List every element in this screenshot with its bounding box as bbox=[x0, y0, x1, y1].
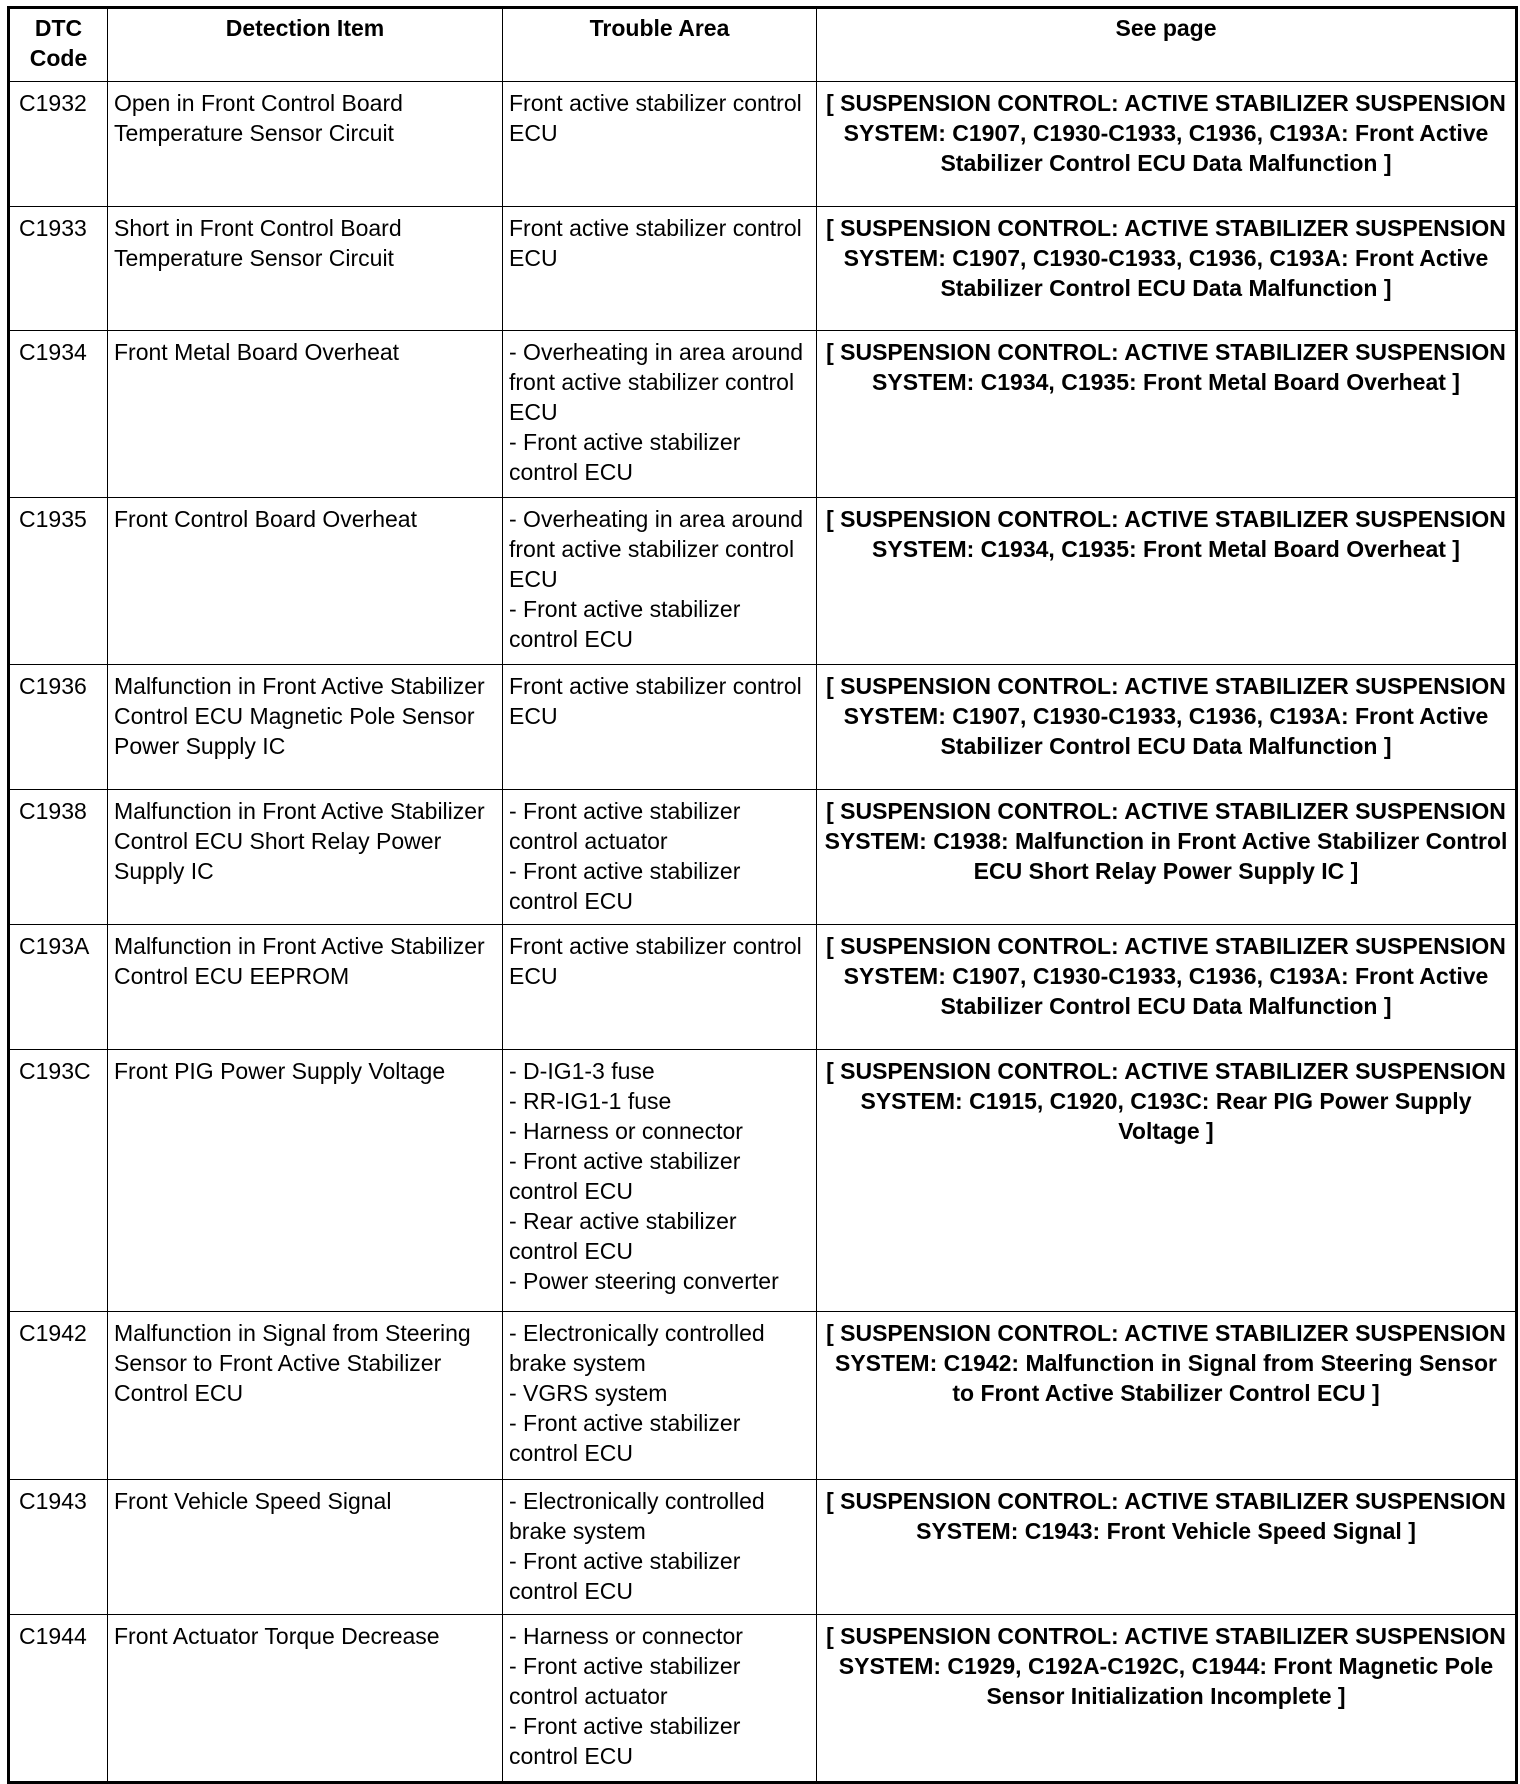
dtc-code-cell: C193A bbox=[9, 924, 108, 1049]
see-page-link[interactable]: [ SUSPENSION CONTROL: ACTIVE STABILIZER SUSPENSION SYSTEM: C1907, C1930-C1933, C1936, C193A: Front Active Stabilizer Control ECU Data Malfunction ] bbox=[817, 206, 1517, 331]
table-row bbox=[9, 206, 1517, 331]
trouble-area-item: - Harness or connector bbox=[509, 1117, 743, 1144]
dtc-code-cell: C1938 bbox=[9, 789, 108, 924]
trouble-area-item: - Front active stabilizer control ECU bbox=[509, 1547, 741, 1604]
see-page-link[interactable]: [ SUSPENSION CONTROL: ACTIVE STABILIZER SUSPENSION SYSTEM: C1907, C1930-C1933, C1936, C193A: Front Active Stabilizer Control ECU Data Malfunction ] bbox=[817, 665, 1517, 790]
trouble-area-cell bbox=[503, 924, 817, 1049]
trouble-area-item: - Front active stabilizer control ECU bbox=[509, 429, 741, 486]
header-detection-item: Detection Item bbox=[108, 8, 503, 82]
trouble-area-cell bbox=[503, 498, 817, 665]
detection-item-cell: Short in Front Control Board Temperature Sensor Circuit bbox=[108, 206, 503, 331]
detection-item-cell: Malfunction in Front Active Stabilizer Control ECU Magnetic Pole Sensor Power Supply IC bbox=[108, 665, 503, 790]
trouble-area-item: - Electronically controlled brake system bbox=[509, 1487, 765, 1544]
trouble-area-item: - Front active stabilizer control ECU bbox=[509, 596, 741, 653]
dtc-table-container bbox=[7, 6, 1515, 1784]
trouble-area-item: - VGRS system bbox=[509, 1380, 668, 1407]
trouble-area-cell bbox=[503, 331, 817, 498]
see-page-link[interactable]: [ SUSPENSION CONTROL: ACTIVE STABILIZER SUSPENSION SYSTEM: C1915, C1920, C193C: Rear PIG Power Supply Voltage ] bbox=[817, 1049, 1517, 1312]
trouble-area-cell bbox=[503, 1049, 817, 1312]
table-row bbox=[9, 1479, 1517, 1614]
table-row bbox=[9, 1049, 1517, 1312]
see-page-link[interactable]: [ SUSPENSION CONTROL: ACTIVE STABILIZER SUSPENSION SYSTEM: C1942: Malfunction in Signal from Steering Sensor to Front Active Stabilizer Control ECU ] bbox=[817, 1312, 1517, 1479]
header-trouble-area: Trouble Area bbox=[503, 8, 817, 82]
see-page-link[interactable]: [ SUSPENSION CONTROL: ACTIVE STABILIZER SUSPENSION SYSTEM: C1907, C1930-C1933, C1936, C193A: Front Active Stabilizer Control ECU Data Malfunction ] bbox=[817, 82, 1517, 207]
trouble-area-item: - Overheating in area around front active stabilizer control ECU bbox=[509, 339, 804, 426]
table-row bbox=[9, 498, 1517, 665]
see-page-link[interactable]: [ SUSPENSION CONTROL: ACTIVE STABILIZER SUSPENSION SYSTEM: C1938: Malfunction in Front Active Stabilizer Control ECU Short Relay Power Supply IC ] bbox=[817, 789, 1517, 924]
trouble-area-item: - Electronically controlled brake system bbox=[509, 1320, 765, 1377]
see-page-link[interactable]: [ SUSPENSION CONTROL: ACTIVE STABILIZER SUSPENSION SYSTEM: C1943: Front Vehicle Speed Signal ] bbox=[817, 1479, 1517, 1614]
trouble-area-cell bbox=[503, 82, 817, 207]
trouble-area-item: - Harness or connector bbox=[509, 1622, 743, 1649]
detection-item-cell: Front Actuator Torque Decrease bbox=[108, 1614, 503, 1782]
trouble-area-item: - Power steering converter bbox=[509, 1267, 779, 1294]
trouble-area-cell bbox=[503, 1312, 817, 1479]
trouble-area-cell bbox=[503, 1614, 817, 1782]
trouble-area-item: - Front active stabilizer control ECU bbox=[509, 1147, 741, 1204]
header-see-page: See page bbox=[817, 8, 1517, 82]
trouble-area-item: - Front active stabilizer control ECU bbox=[509, 1712, 741, 1769]
table-header-row bbox=[9, 8, 1517, 82]
trouble-area-cell bbox=[503, 665, 817, 790]
see-page-link[interactable]: [ SUSPENSION CONTROL: ACTIVE STABILIZER SUSPENSION SYSTEM: C1929, C192A-C192C, C1944: Front Magnetic Pole Sensor Initialization Incomplete ] bbox=[817, 1614, 1517, 1782]
dtc-code-cell: C1934 bbox=[9, 331, 108, 498]
table-row bbox=[9, 789, 1517, 924]
table-row bbox=[9, 82, 1517, 207]
trouble-area-item: - Rear active stabilizer control ECU bbox=[509, 1207, 737, 1264]
trouble-area-cell bbox=[503, 206, 817, 331]
trouble-area-item: - Front active stabilizer control ECU bbox=[509, 1410, 741, 1467]
detection-item-cell: Open in Front Control Board Temperature Sensor Circuit bbox=[108, 82, 503, 207]
trouble-area-item: - Overheating in area around front active stabilizer control ECU bbox=[509, 506, 804, 593]
dtc-code-cell: C1933 bbox=[9, 206, 108, 331]
see-page-link[interactable]: [ SUSPENSION CONTROL: ACTIVE STABILIZER SUSPENSION SYSTEM: C1907, C1930-C1933, C1936, C193A: Front Active Stabilizer Control ECU Data Malfunction ] bbox=[817, 924, 1517, 1049]
dtc-code-cell: C1943 bbox=[9, 1479, 108, 1614]
detection-item-cell: Front Metal Board Overheat bbox=[108, 331, 503, 498]
table-row bbox=[9, 1312, 1517, 1479]
trouble-area-item: Front active stabilizer control ECU bbox=[509, 673, 802, 730]
trouble-area-item: - RR-IG1-1 fuse bbox=[509, 1087, 672, 1114]
detection-item-cell: Malfunction in Front Active Stabilizer Control ECU Short Relay Power Supply IC bbox=[108, 789, 503, 924]
table-body bbox=[9, 82, 1517, 1783]
trouble-area-cell bbox=[503, 1479, 817, 1614]
see-page-link[interactable]: [ SUSPENSION CONTROL: ACTIVE STABILIZER SUSPENSION SYSTEM: C1934, C1935: Front Metal Board Overheat ] bbox=[817, 498, 1517, 665]
table-row bbox=[9, 331, 1517, 498]
dtc-code-cell: C1932 bbox=[9, 82, 108, 207]
detection-item-cell: Malfunction in Front Active Stabilizer Control ECU EEPROM bbox=[108, 924, 503, 1049]
trouble-area-cell bbox=[503, 789, 817, 924]
dtc-code-cell: C1944 bbox=[9, 1614, 108, 1782]
see-page-link[interactable]: [ SUSPENSION CONTROL: ACTIVE STABILIZER SUSPENSION SYSTEM: C1934, C1935: Front Metal Board Overheat ] bbox=[817, 331, 1517, 498]
trouble-area-item: - D-IG1-3 fuse bbox=[509, 1057, 655, 1084]
table-row bbox=[9, 924, 1517, 1049]
trouble-area-item: - Front active stabilizer control actuator bbox=[509, 797, 741, 854]
dtc-code-cell: C1936 bbox=[9, 665, 108, 790]
trouble-area-item: - Front active stabilizer control actuator bbox=[509, 1652, 741, 1709]
detection-item-cell: Front Control Board Overheat bbox=[108, 498, 503, 665]
header-dtc-code: DTC Code bbox=[9, 8, 108, 82]
trouble-area-item: Front active stabilizer control ECU bbox=[509, 214, 802, 271]
dtc-code-cell: C193C bbox=[9, 1049, 108, 1312]
detection-item-cell: Front Vehicle Speed Signal bbox=[108, 1479, 503, 1614]
detection-item-cell: Front PIG Power Supply Voltage bbox=[108, 1049, 503, 1312]
table-row bbox=[9, 665, 1517, 790]
detection-item-cell: Malfunction in Signal from Steering Sensor to Front Active Stabilizer Control ECU bbox=[108, 1312, 503, 1479]
trouble-area-item: Front active stabilizer control ECU bbox=[509, 932, 802, 989]
dtc-code-cell: C1942 bbox=[9, 1312, 108, 1479]
dtc-table bbox=[7, 6, 1518, 1784]
dtc-code-cell: C1935 bbox=[9, 498, 108, 665]
table-row bbox=[9, 1614, 1517, 1782]
trouble-area-item: Front active stabilizer control ECU bbox=[509, 90, 802, 146]
trouble-area-item: - Front active stabilizer control ECU bbox=[509, 857, 741, 914]
